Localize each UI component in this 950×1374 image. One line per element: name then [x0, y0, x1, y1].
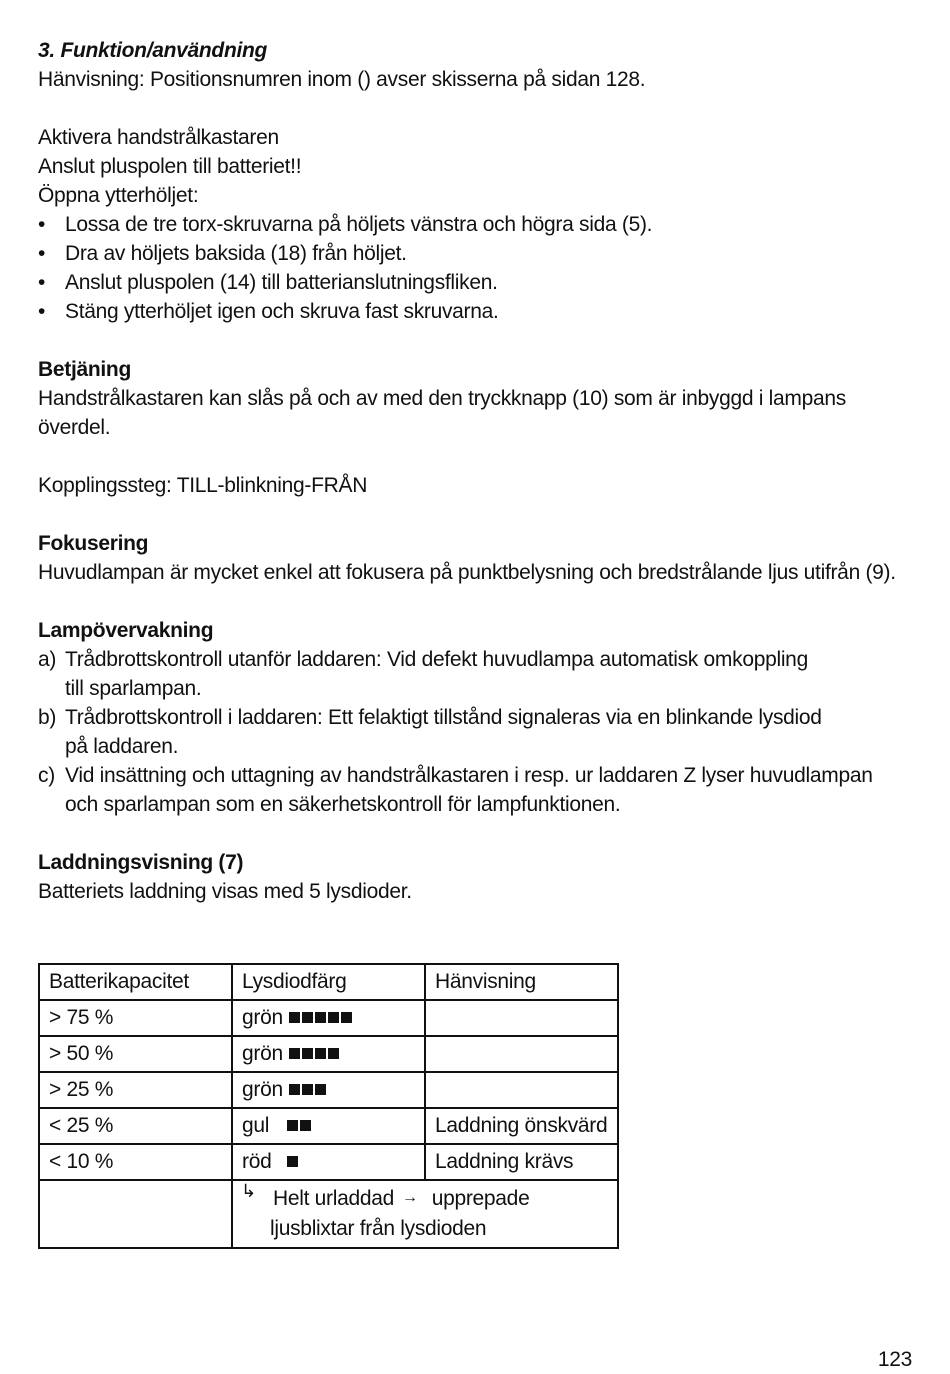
- led-square-icon: [289, 1084, 300, 1095]
- note-cell: [425, 1000, 618, 1036]
- led-square-icon: [287, 1156, 298, 1167]
- activate-title: Aktivera handstrålkastaren: [38, 126, 279, 149]
- led-indicator: [289, 1078, 328, 1102]
- list-item: a) Trådbrottskontroll utanför laddaren: Vid defekt huvudlampa automatisk omkoppling: [38, 648, 808, 671]
- table-row: [39, 1000, 618, 1036]
- operation-text-line1: Handstrålkastaren kan slås på och av med den tryckknapp (10) som är inbyggd i lampans: [38, 387, 846, 410]
- charge-heading: Laddningsvisning (7): [38, 851, 244, 874]
- led-indicator: [289, 1042, 341, 1066]
- list-item-continuation: och sparlampan som en säkerhetskontroll för lampfunktionen.: [65, 793, 621, 816]
- table-row: [39, 1072, 618, 1108]
- capacity-cell: > 75 %: [39, 1000, 232, 1036]
- list-item: b) Trådbrottskontroll i laddaren: Ett felaktigt tillstånd signaleras via en blinkande lysdiod: [38, 706, 822, 729]
- led-color-cell: gul: [232, 1108, 425, 1144]
- list-item: c) Vid insättning och uttagning av handstrålkastaren i resp. ur laddaren Z lyser huvudlampan: [38, 764, 873, 787]
- led-square-icon: [315, 1048, 326, 1059]
- focus-text: Huvudlampan är mycket enkel att fokusera på punktbelysning och bredstrålande ljus utifrån (9).: [38, 561, 896, 584]
- footnote-line2: ljusblixtar från lysdioden: [270, 1217, 487, 1240]
- page-number: 123: [877, 1348, 912, 1371]
- monitoring-heading: Lampövervakning: [38, 619, 214, 642]
- section-title: 3. Funktion/användning: [38, 39, 268, 62]
- list-item-continuation: på laddaren.: [65, 735, 179, 758]
- led-square-icon: [289, 1048, 300, 1059]
- focus-heading: Fokusering: [38, 532, 149, 555]
- led-indicator: [287, 1150, 300, 1174]
- document-page: [38, 36, 918, 906]
- note-cell: [425, 1036, 618, 1072]
- led-color-cell: grön: [232, 1036, 425, 1072]
- led-square-icon: [315, 1084, 326, 1095]
- reference-note: Hänvisning: Positionsnumren inom () avser skisserna på sidan 128.: [38, 68, 646, 91]
- led-square-icon: [328, 1048, 339, 1059]
- table-row: [39, 1036, 618, 1072]
- activate-steps: [38, 210, 918, 326]
- bullet-mark: •: [38, 300, 46, 323]
- led-square-icon: [289, 1012, 300, 1023]
- operation-heading: Betjäning: [38, 358, 131, 381]
- capacity-cell: > 25 %: [39, 1072, 232, 1108]
- footnote-line1: Helt urladdad → upprepade: [273, 1187, 530, 1210]
- switching-steps: Kopplingssteg: TILL-blinkning-FRÅN: [38, 474, 368, 497]
- led-indicator: [287, 1114, 313, 1138]
- bullet-mark: •: [38, 271, 46, 294]
- header-note: Hänvisning: [425, 964, 618, 1000]
- led-color-cell: röd: [232, 1144, 425, 1180]
- note-cell: [425, 1072, 618, 1108]
- table-row: [39, 1144, 618, 1180]
- list-item: • Dra av höljets baksida (18) från höljet.: [38, 239, 918, 268]
- led-square-icon: [300, 1120, 311, 1131]
- bullet-mark: •: [38, 213, 46, 236]
- led-square-icon: [315, 1012, 326, 1023]
- led-square-icon: [287, 1120, 298, 1131]
- capacity-cell: < 10 %: [39, 1144, 232, 1180]
- activate-connect: Anslut pluspolen till batteriet!!: [38, 155, 302, 178]
- header-capacity: Batterikapacitet: [39, 964, 232, 1000]
- capacity-table: [38, 963, 619, 1249]
- led-square-icon: [302, 1048, 313, 1059]
- led-square-icon: [328, 1012, 339, 1023]
- charge-text: Batteriets laddning visas med 5 lysdioder.: [38, 880, 412, 903]
- led-color-cell: grön: [232, 1000, 425, 1036]
- return-arrow-icon: ↳: [241, 1181, 256, 1201]
- table-header-row: [39, 964, 618, 1000]
- empty-cell: [39, 1180, 232, 1248]
- right-arrow-icon: →: [402, 1189, 418, 1206]
- led-color-cell: grön: [232, 1072, 425, 1108]
- capacity-cell: < 25 %: [39, 1108, 232, 1144]
- list-item: • Anslut pluspolen (14) till batterianslutningsfliken.: [38, 268, 918, 297]
- note-cell: Laddning önskvärd: [425, 1108, 618, 1144]
- list-item: • Stäng ytterhöljet igen och skruva fast skruvarna.: [38, 297, 918, 326]
- led-square-icon: [302, 1012, 313, 1023]
- led-square-icon: [341, 1012, 352, 1023]
- operation-text-line2: överdel.: [38, 416, 111, 439]
- list-item-continuation: till sparlampan.: [65, 677, 202, 700]
- header-led-color: Lysdiodfärg: [232, 964, 425, 1000]
- led-indicator: [289, 1006, 354, 1030]
- list-item: • Lossa de tre torx-skruvarna på höljets vänstra och högra sida (5).: [38, 210, 918, 239]
- led-square-icon: [302, 1084, 313, 1095]
- footnote-cell: [232, 1180, 618, 1248]
- bullet-mark: •: [38, 242, 46, 265]
- activate-open: Öppna ytterhöljet:: [38, 184, 199, 207]
- capacity-cell: > 50 %: [39, 1036, 232, 1072]
- table-footnote-row: [39, 1180, 618, 1248]
- note-cell: Laddning krävs: [425, 1144, 618, 1180]
- table-row: [39, 1108, 618, 1144]
